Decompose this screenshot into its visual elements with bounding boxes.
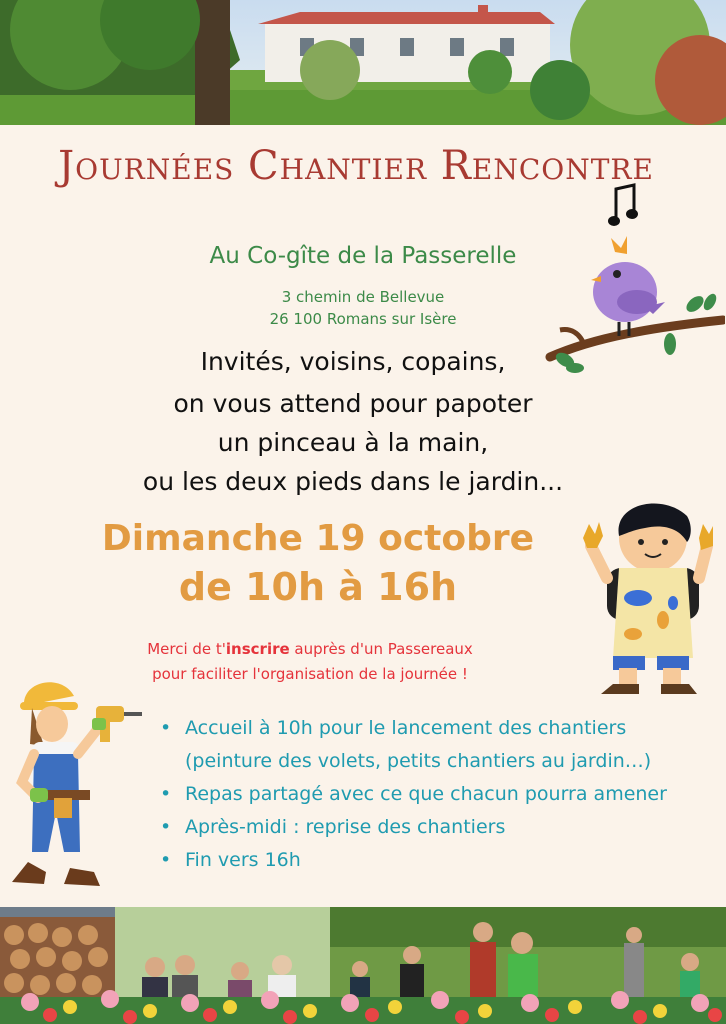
page-title: Journées Chantier Rencontre xyxy=(58,143,654,189)
group-photo-strip xyxy=(0,907,726,1024)
list-item: • Fin vers 16h xyxy=(160,844,720,877)
intro-line: ou les deux pieds dans le jardin... xyxy=(142,467,564,496)
list-item: (peinture des volets, petits chantiers au jardin…) xyxy=(185,750,652,772)
signup-text: auprès d'un Passereaux xyxy=(289,640,473,658)
intro-line: Invités, voisins, copains, xyxy=(200,347,506,376)
signup-line-2: pour faciliter l'organisation de la journée ! xyxy=(152,665,468,683)
venue-name: Au Co-gîte de la Passerelle xyxy=(209,243,517,269)
list-item: • Après-midi : reprise des chantiers xyxy=(160,811,720,844)
signup-emphasis: inscrire xyxy=(225,640,290,658)
music-note-icon xyxy=(608,183,638,233)
intro-line: on vous attend pour papoter xyxy=(173,389,533,418)
address-city: 26 100 Romans sur Isère xyxy=(269,310,457,328)
list-item: • Accueil à 10h pour le lancement des chantiers xyxy=(160,712,720,745)
signup-text: Merci de t' xyxy=(147,640,226,658)
signup-line-1 xyxy=(0,640,620,658)
address-street: 3 chemin de Bellevue xyxy=(281,288,445,306)
program-list xyxy=(160,712,720,877)
event-day: Dimanche 19 octobre xyxy=(101,518,535,559)
worker-with-drill-icon xyxy=(4,662,149,896)
intro-line: un pinceau à la main, xyxy=(217,428,489,457)
event-hours: de 10h à 16h xyxy=(178,565,458,609)
house-garden-photo xyxy=(0,0,726,125)
list-item: • Repas partagé avec ce que chacun pourra amener xyxy=(160,778,720,811)
